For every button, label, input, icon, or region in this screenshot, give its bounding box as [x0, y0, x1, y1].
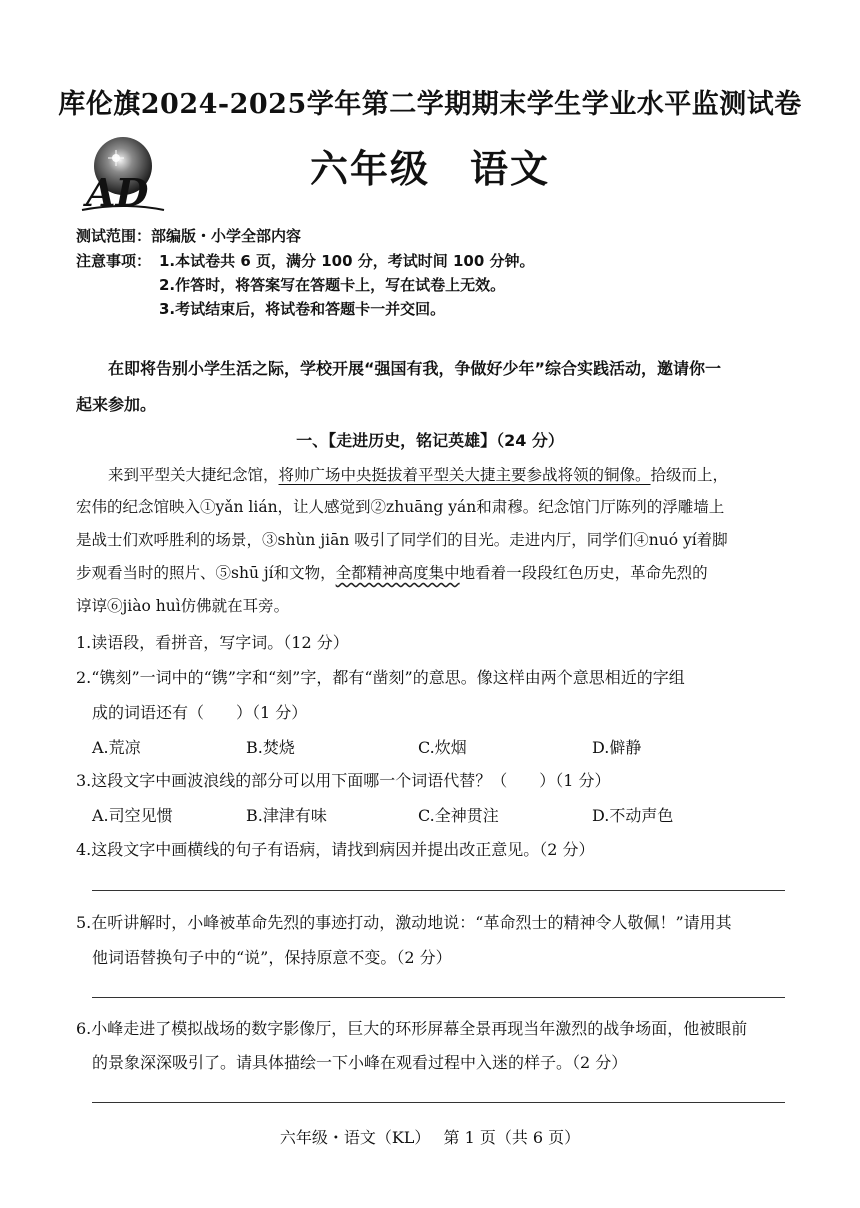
q2-option-a: A.荒凉	[92, 738, 141, 757]
question-6: 6.小峰走进了模拟战场的数字影像厅，巨大的环形屏幕全景再现当年激烈的战争场面，他被眼前	[76, 1019, 748, 1038]
answer-line-q5[interactable]	[92, 997, 785, 998]
subject-label: 语文	[470, 146, 551, 191]
question-1: 1.读语段，看拼音，写字词。（12 分）	[76, 633, 349, 652]
question-2-cont: 成的词语还有（ ）（1 分）	[92, 703, 308, 722]
intro-line: 起来参加。	[76, 395, 157, 414]
note-item: 3.考试结束后，将试卷和答题卡一并交回。	[159, 300, 446, 318]
q3-option-a: A.司空见惯	[92, 806, 173, 825]
notes-label: 注意事项：	[76, 252, 152, 270]
answer-line-q6[interactable]	[92, 1102, 785, 1103]
scope-label: 测试范围：	[76, 227, 152, 245]
q3-option-c: C.全神贯注	[418, 806, 499, 825]
underlined-sentence: 将帅广场中央挺拔着平型关大捷主要参战将领的铜像。	[278, 466, 651, 484]
intro-line: 在即将告别小学生活之际，学校开展“强国有我，争做好少年”综合实践活动，邀请你一	[108, 359, 722, 378]
question-5-cont: 他词语替换句子中的“说”，保持原意不变。（2 分）	[92, 948, 452, 967]
passage-line: 是战士们欢呼胜利的场景，③shùn jiān 吸引了同学们的目光。走进内厅，同学们④nuó yí着脚	[76, 531, 728, 549]
q2-option-c: C.炊烟	[418, 738, 467, 757]
page-footer: 六年级・语文（KL） 第 1 页（共 6 页）	[279, 1128, 581, 1147]
question-3: 3.这段文字中画波浪线的部分可以用下面哪一个词语代替？（ ）（1 分）	[76, 771, 611, 790]
answer-line-q4[interactable]	[92, 890, 785, 891]
question-4: 4.这段文字中画横线的句子有语病，请找到病因并提出改正意见。（2 分）	[76, 840, 595, 859]
q2-option-d: D.僻静	[592, 738, 642, 757]
q3-option-d: D.不动声色	[592, 806, 674, 825]
note-item: 2.作答时，将答案写在答题卡上，写在试卷上无效。	[159, 276, 506, 294]
passage-line: 谆谆⑥jiào huì仿佛就在耳旁。	[76, 597, 290, 615]
passage-line: 步观看当时的照片、⑤shū jí和文物，全都精神高度集中地看着一段段红色历史，革命先烈的	[76, 564, 708, 582]
exam-title: 库伦旗2024-2025学年第二学期期末学生学业水平监测试卷	[58, 89, 802, 120]
scope-value: 部编版・小学全部内容	[151, 227, 302, 245]
q2-option-b: B.焚烧	[246, 738, 295, 757]
question-2: 2.“镌刻”一词中的“镌”字和“刻”字，都有“凿刻”的意思。像这样由两个意思相近的字组	[76, 668, 685, 687]
wavy-underlined-phrase: 全都精神高度集中	[335, 564, 460, 582]
passage-line: 宏伟的纪念馆映入①yǎn lián，让人感觉到②zhuāng yán和肃穆。纪念馆门厅陈列的浮雕墙上	[76, 498, 725, 516]
note-item: 1.本试卷共 6 页，满分 100 分，考试时间 100 分钟。	[159, 252, 535, 270]
section-heading: 一、【走进历史，铭记英雄】（24 分）	[296, 431, 564, 450]
svg-text:AD: AD	[86, 170, 149, 215]
passage-line: 来到平型关大捷纪念馆，将帅广场中央挺拔着平型关大捷主要参战将领的铜像。拾级而上，	[108, 466, 729, 484]
exam-subtitle	[0, 138, 860, 193]
q3-option-b: B.津津有味	[246, 806, 327, 825]
question-6-cont: 的景象深深吸引了。请具体描绘一下小峰在观看过程中入迷的样子。（2 分）	[92, 1053, 628, 1072]
test-scope	[76, 225, 301, 246]
grade-label: 六年级	[309, 146, 430, 191]
question-5: 5.在听讲解时，小峰被革命先烈的事迹打动，激动地说：“革命烈士的精神令人敬佩！”请用其	[76, 913, 732, 932]
